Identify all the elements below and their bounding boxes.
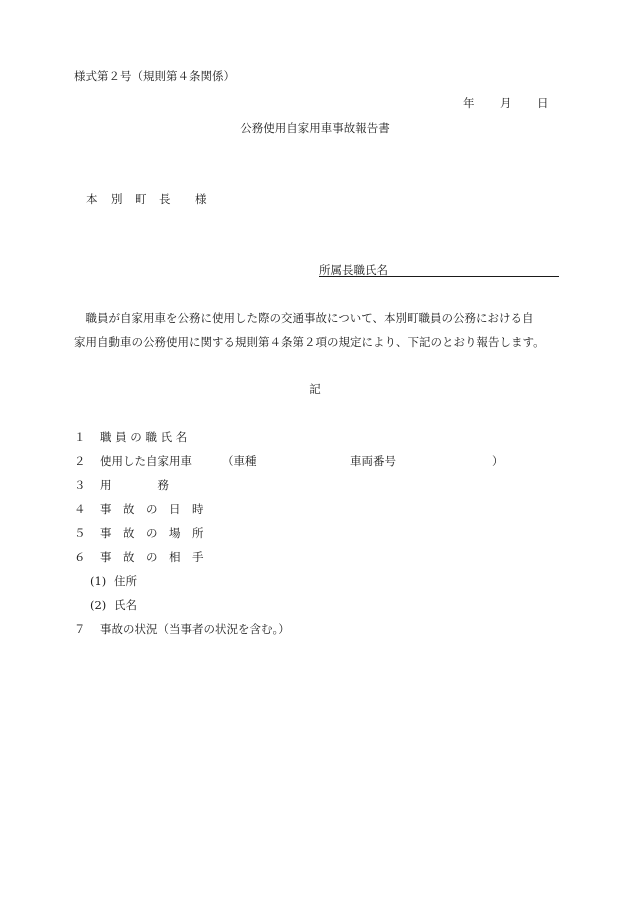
signer-name-underline: [319, 276, 559, 277]
date-year-label: 年: [463, 96, 475, 110]
signer-name-label: 所属長職氏名: [319, 263, 388, 277]
vehicle-close-paren: ）: [492, 454, 504, 468]
item-number: １: [74, 430, 86, 444]
item-text: 事 故 の 日 時: [100, 502, 204, 516]
document-title: 公務使用自家用車事故報告書: [240, 121, 390, 135]
item-text: 事故の状況（当事者の状況を含む。）: [100, 622, 290, 636]
item-number: ７: [74, 622, 86, 636]
item-text: 使用した自家用車: [100, 454, 192, 468]
addressee-part: 別: [111, 192, 123, 206]
item-number: ６: [74, 550, 86, 564]
form-number-label: 様式第２号（規則第４条関係）: [74, 69, 235, 83]
item-text: 職 員 の 職 氏 名: [100, 430, 188, 444]
vehicle-type-label: （車種: [222, 454, 257, 468]
ki-heading: 記: [309, 382, 321, 396]
item-text: 用 務: [100, 478, 169, 492]
item-number: ３: [74, 478, 86, 492]
addressee-part: 町: [135, 192, 147, 206]
addressee-part: 本: [86, 192, 98, 206]
item-list: [74, 430, 574, 650]
paragraph-line-2: 家用自動車の公務使用に関する規則第４条第２項の規定により、下記のとおり報告します。: [74, 335, 545, 349]
item-number: ５: [74, 526, 86, 540]
paragraph-line-1: 職員が自家用車を公務に使用した際の交通事故について、本別町職員の公務における自: [74, 311, 534, 325]
sub-item-text: 住所: [114, 574, 137, 588]
addressee-part: 長: [159, 192, 171, 206]
sub-item-number: (1): [90, 574, 107, 588]
body-paragraph: [74, 306, 545, 354]
sub-item-number: (2): [90, 598, 107, 612]
item-number: ２: [74, 454, 86, 468]
item-text: 事 故 の 相 手: [100, 550, 204, 564]
item-text: 事 故 の 場 所: [100, 526, 204, 540]
vehicle-plate-label: 車両番号: [350, 454, 396, 468]
date-day-label: 日: [537, 96, 549, 110]
addressee-honorific: 様: [195, 192, 207, 206]
date-month-label: 月: [500, 96, 512, 110]
sub-item-text: 氏名: [114, 598, 137, 612]
item-number: ４: [74, 502, 86, 516]
